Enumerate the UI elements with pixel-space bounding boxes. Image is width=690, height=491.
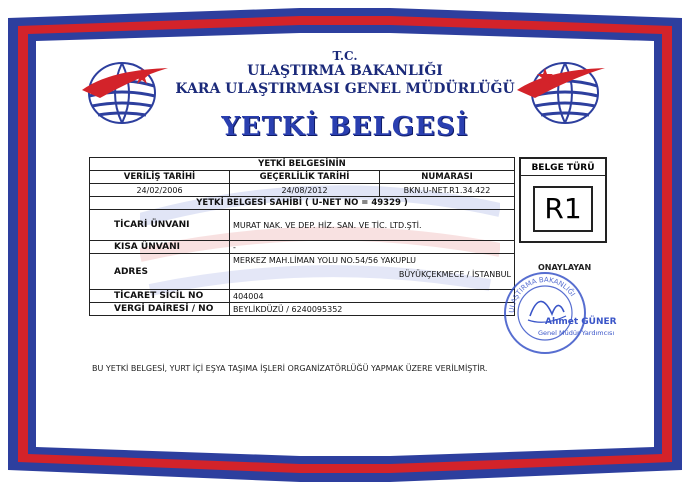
header-ministry: ULAŞTIRMA BAKANLIĞI	[247, 63, 443, 79]
document-type-value: R1	[533, 186, 593, 232]
trade-name-label: TİCARİ ÜNVANI	[90, 210, 230, 241]
tax-office-value: BEYLİKDÜZÜ / 6240095352	[230, 303, 515, 316]
approver-label: ONAYLAYAN	[538, 263, 592, 272]
valid-date-header: GEÇERLİLİK TARİHİ	[230, 171, 380, 184]
trade-registry-label: TİCARET SİCİL NO	[90, 290, 230, 303]
header-directorate: KARA ULAŞTIRMASI GENEL MÜDÜRLÜĞÜ	[175, 81, 515, 97]
tax-office-label: VERGİ DAİRESİ / NO	[90, 303, 230, 316]
stamp-text: ULAŞTIRMA BAKANLIĞI	[507, 275, 577, 314]
owner-header: YETKİ BELGESİ SAHİBİ ( U-NET NO = 49329 )	[90, 197, 515, 210]
address-line1: MERKEZ MAH.LİMAN YOLU NO.54/56 YAKUPLU	[233, 256, 417, 265]
short-name-value: -	[230, 241, 515, 254]
issue-date-value: 24/02/2006	[90, 184, 230, 197]
issue-date-header: VERİLİŞ TARİHİ	[90, 171, 230, 184]
trade-registry-value: 404004	[230, 290, 515, 303]
table-caption: YETKİ BELGESİNİN	[90, 158, 515, 171]
trade-name-value: MURAT NAK. VE DEP. HİZ. SAN. VE TİC. LTD.ŞTİ.	[230, 210, 515, 241]
approver-name: Ahmet GÜNER	[545, 317, 617, 327]
address-line2: BÜYÜKÇEKMECE / İSTANBUL	[398, 270, 511, 279]
address-label: ADRES	[90, 254, 230, 290]
header-tc: T.C.	[332, 49, 358, 63]
number-header: NUMARASI	[380, 171, 515, 184]
official-stamp	[500, 268, 590, 358]
footer-statement: BU YETKİ BELGESİ, YURT İÇİ EŞYA TAŞIMA İŞLERİ ORGANİZATÖRLÜĞÜ YAPMAK ÜZERE VERİLMİŞTİR.	[92, 364, 488, 373]
number-value: BKN.U-NET.R1.34.422	[380, 184, 515, 197]
document-type-box	[519, 157, 607, 243]
short-name-label: KISA ÜNVANI	[90, 241, 230, 254]
approver-title: Genel Müdür Yardımcısı	[538, 329, 615, 337]
valid-date-value: 24/08/2012	[230, 184, 380, 197]
address-value	[230, 254, 515, 290]
certificate-table	[89, 157, 515, 316]
document-title: YETKİ BELGESİ	[221, 112, 469, 142]
document-type-label: BELGE TÜRÜ	[521, 161, 605, 176]
